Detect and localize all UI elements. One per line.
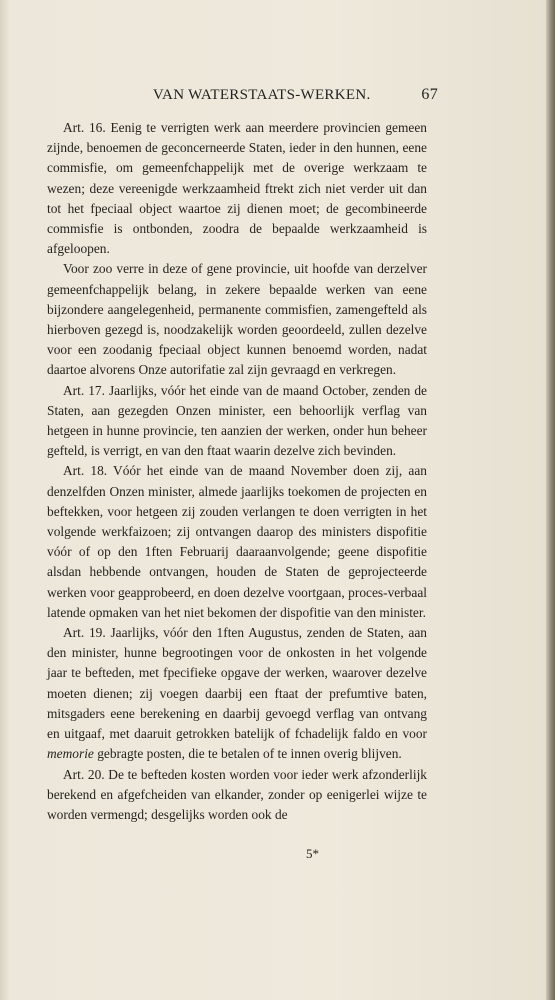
art-19-italic-word: memorie [47, 746, 94, 762]
art-19-text: Art. 19. Jaarlijks, vóór den 1ften Augustus, zenden de Staten, aan den minister, hunne begrootingen voor de onkosten in het volgende jaar te befteden, met fpecifieke opgave der werken, waarover dezelve moeten dienen; zij voegen daarbij een ftaat der prefumtive baten, mitsgaders eene berekening en daarbij gevoegd verflag van ontvang en uitgaaf, met daaruit getrokken batelijk of fchadelijk faldo en voor [47, 625, 427, 742]
page-gutter [546, 0, 555, 1000]
paragraph-art-19 [47, 623, 427, 764]
page-body [47, 118, 427, 825]
paragraph-art-20: Art. 20. De te befteden kosten worden voor ieder werk afzonderlijk berekend en afgefcheiden van elkander, zonder op eenigerlei wijze te worden vermengd; desgelijks worden ook de [47, 766, 427, 822]
signature-mark: 5* [306, 846, 319, 861]
running-title: VAN WATERSTAATS-WERKEN. [152, 87, 371, 103]
paragraph-art-18: Art. 18. Vóór het einde van de maand November doen zij, aan denzelfden Onzen minister, almede jaarlijks toekomen de projecten en beftekken, voor hetgeen zij zouden verlangen te doen verrigten in het volgende werkfaizoen; zij ontvangen daarop des ministers dispofitie vóór of op den 1ften Februarij daaraanvolgende; geene dispofitie alsdan hebbende ontvangen, houden de Staten de geprojecteerde werken voor geapprobeerd, en doen dezelve voortgaan, proces-verbaal latende opmaken van het niet bekomen der dispofitie van den minister. [47, 463, 427, 620]
paragraph-art-17: Art. 17. Jaarlijks, vóór het einde van de maand October, zenden de Staten, aan gezegden Onzen minister, een behoorlijk verflag van hetgeen in hunne provincie, ten aanzien der werken, onder hun beheer gefteld, is verrigt, en van den ftaat waarin dezelve zich bevinden. [47, 382, 427, 459]
art-19-tail: gebragte posten, die te betalen of te innen overig blijven. [97, 746, 402, 762]
running-header [58, 86, 438, 104]
page-number: 67 [421, 86, 438, 103]
paragraph-art-16: Art. 16. Eenig te verrigten werk aan meerdere provincien gemeen zijnde, benoemen de geconcerneerde Staten, ieder in den hunnen, eene commisfie, om gemeenfchappelijk met de overige werkzaam te wezen; deze vereenigde werkzaamheid ftrekt zich niet verder uit dan tot het fpeciaal object waartoe zij dienen moet; de gecombineerde commisfie is ontbonden, zoodra de bepaalde werkzaamheid is afgeloopen. [47, 120, 427, 257]
paragraph-permanent-commissions: Voor zoo verre in deze of gene provincie, uit hoofde van derzelver gemeenfchappelijk belang, in zekere bepaalde werken van eene bijzondere aangelegenheid, permanente commisfien, zamengefteld als hierboven gezegd is, noodzakelijk worden geoordeeld, zullen dezelve voor een zoodanig fpeciaal object kunnen benoemd worden, nadat daartoe alvorens Onze autorifatie zal zijn gevraagd en verkregen. [47, 261, 427, 378]
